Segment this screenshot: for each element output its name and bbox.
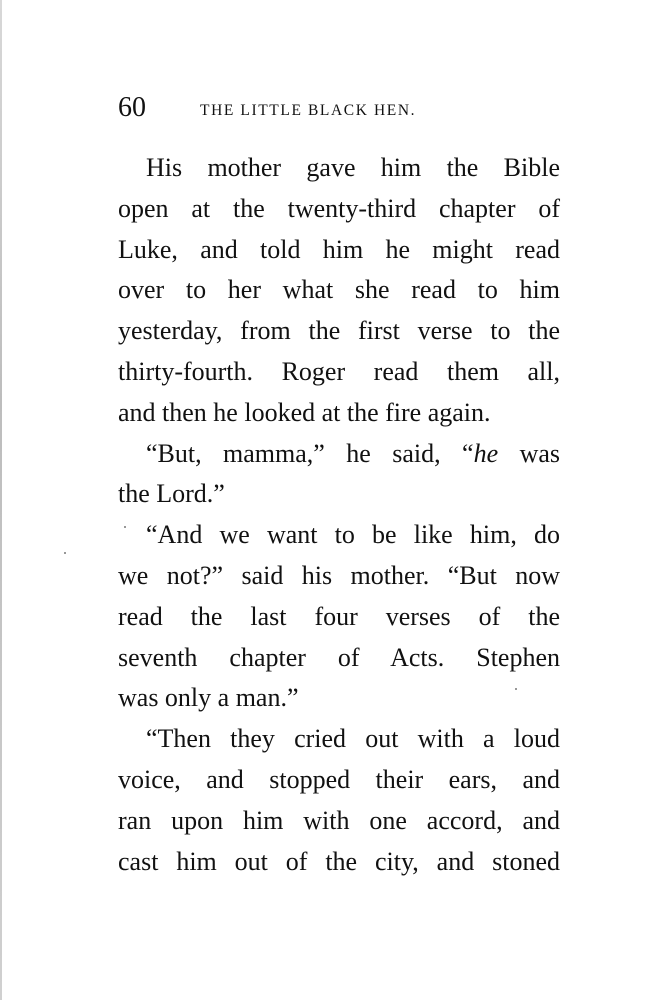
page-header bbox=[118, 92, 558, 128]
text-line: thirty-fourth. Roger read them all, bbox=[118, 356, 560, 386]
text-line: Luke, and told him he might read bbox=[118, 234, 560, 264]
page-number: 60 bbox=[118, 92, 146, 123]
text-line: open at the twenty-third chapter of bbox=[118, 193, 560, 223]
text-line: ran upon him with one accord, and bbox=[118, 805, 560, 835]
page-edge-shadow bbox=[0, 0, 2, 1000]
text-line: was only a man.” bbox=[118, 683, 299, 713]
running-title: THE LITTLE BLACK HEN. bbox=[200, 102, 417, 119]
print-speck bbox=[515, 688, 517, 690]
text-line bbox=[118, 434, 560, 475]
body-text bbox=[118, 148, 560, 882]
text-line: we not?” said his mother. “But now bbox=[118, 560, 560, 590]
text-line: “And we want to be like him, do bbox=[146, 520, 560, 550]
print-speck bbox=[124, 526, 126, 528]
text-line: “Then they cried out with a loud bbox=[146, 724, 560, 754]
text-line: cast him out of the city, and stoned bbox=[118, 846, 560, 876]
text-line: yesterday, from the first verse to the bbox=[118, 316, 560, 346]
text-line: seventh chapter of Acts. Stephen bbox=[118, 642, 560, 672]
text-line: the Lord.” bbox=[118, 479, 225, 509]
text-line: voice, and stopped their ears, and bbox=[118, 764, 560, 794]
text-line: and then he looked at the fire again. bbox=[118, 397, 491, 427]
text-line: over to her what she read to him bbox=[118, 275, 560, 305]
print-speck bbox=[64, 552, 66, 554]
text-segment: was bbox=[498, 438, 561, 468]
text-segment: “But, mamma,” he said, “ bbox=[146, 438, 474, 468]
text-line: His mother gave him the Bible bbox=[146, 153, 560, 182]
italic-word: he bbox=[473, 438, 499, 468]
text-line: read the last four verses of the bbox=[118, 601, 560, 631]
